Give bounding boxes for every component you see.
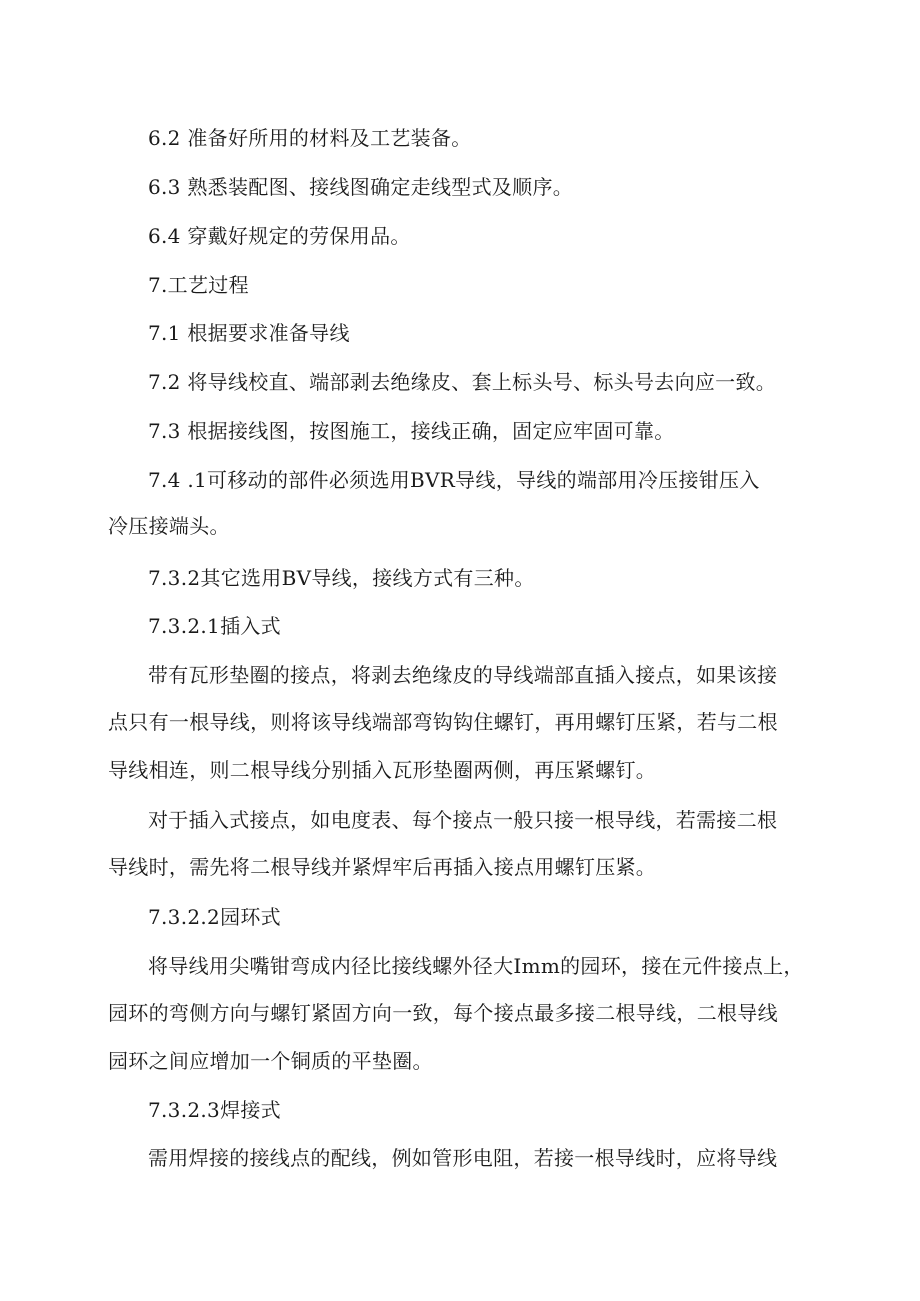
item-6-4: 6.4 穿戴好规定的劳保用品。: [148, 224, 411, 248]
item-7-3-2-2-heading: 7.3.2.2园环式: [148, 905, 281, 929]
item-7-4-1: 7.4 .1可移动的部件必须选用BVR导线，导线的端部用冷压接钳压入: [148, 468, 760, 492]
item-6-3: 6.3 熟悉装配图、接线图确定走线型式及顺序。: [148, 175, 574, 199]
paragraph-ring-line-1: 将导线用尖嘴钳弯成内径比接线螺外径大Imm的园环，接在元件接点上，: [148, 954, 804, 978]
paragraph-insert-line-2: 点只有一根导线，则将该导线端部弯钩钩住螺钉，再用螺钉压紧，若与二根: [108, 710, 778, 734]
item-7-3-2: 7.3.2其它选用BV导线，接线方式有三种。: [148, 566, 535, 590]
item-7-3-2-1-heading: 7.3.2.1插入式: [148, 614, 281, 638]
item-7-3-2-3-heading: 7.3.2.3焊接式: [148, 1098, 281, 1122]
paragraph-insert-note-line-1: 对于插入式接点，如电度表、每个接点一般只接一根导线，若需接二根: [148, 808, 778, 832]
paragraph-ring-line-3: 园环之间应增加一个铜质的平垫圈。: [108, 1049, 433, 1073]
item-7-1: 7.1 根据要求准备导线: [148, 321, 350, 345]
section-heading-7: 7.工艺过程: [148, 273, 249, 297]
paragraph-weld-line-1: 需用焊接的接线点的配线，例如管形电阻，若接一根导线时，应将导线: [148, 1146, 778, 1170]
item-6-2: 6.2 准备好所用的材料及工艺装备。: [148, 126, 472, 150]
item-7-3: 7.3 根据接线图，按图施工，接线正确，固定应牢固可靠。: [148, 419, 675, 443]
paragraph-insert-note-line-2: 导线时，需先将二根导线并紧焊牢后再插入接点用螺钉压紧。: [108, 855, 657, 879]
item-7-2: 7.2 将导线校直、端部剥去绝缘皮、套上标头号、标头号去向应一致。: [148, 370, 777, 394]
paragraph-insert-line-1: 带有瓦形垫圈的接点，将剥去绝缘皮的导线端部直插入接点，如果该接: [148, 663, 778, 687]
item-7-4-1-continued: 冷压接端头。: [108, 514, 230, 538]
paragraph-ring-line-2: 园环的弯侧方向与螺钉紧固方向一致，每个接点最多接二根导线，二根导线: [108, 1001, 778, 1025]
paragraph-insert-line-3: 导线相连，则二根导线分别插入瓦形垫圈两侧，再压紧螺钉。: [108, 758, 657, 782]
